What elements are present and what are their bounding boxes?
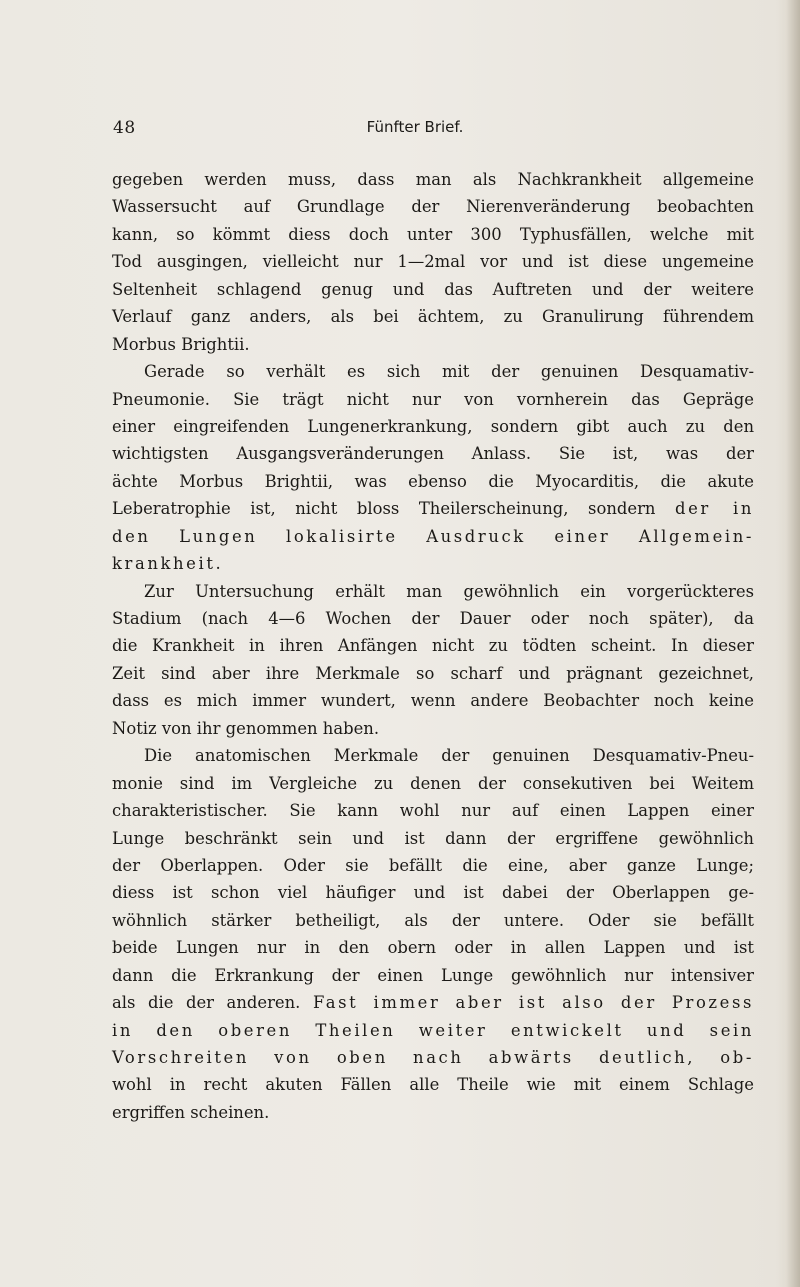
text-line: Gerade so verhält es sich mit der genuinen Desquamativ- [144, 362, 754, 382]
text-line: wöhnlich stärker betheiligt, als der untere. Oder sie befällt [112, 910, 754, 930]
text-line: der Oberlappen. Oder sie befällt die eine, aber ganze Lunge; [112, 855, 754, 875]
text-line: Wassersucht auf Grundlage der Nierenveränderung beobachten [112, 197, 754, 217]
text-line: Die anatomischen Merkmale der genuinen Desquamativ-Pneu- [144, 746, 754, 766]
text-line: Lunge beschränkt sein und ist dann der ergriffene gewöhnlich [112, 828, 754, 848]
spaced-emphasis: Fast immer aber ist also der Prozess [312, 993, 754, 1013]
page-header [0, 118, 800, 144]
text-line: die Krankheit in ihren Anfängen nicht zu tödten scheint. In dieser [112, 636, 754, 656]
spaced-emphasis: der in [675, 499, 754, 519]
page-edge-shadow [786, 0, 800, 1287]
text-line: einer eingreifenden Lungenerkrankung, sondern gibt auch zu den [112, 416, 754, 436]
text-line: Verlauf ganz anders, als bei ächtem, zu Granulirung führendem [112, 307, 754, 327]
text-line: dann die Erkrankung der einen Lunge gewöhnlich nur intensiver [112, 965, 754, 985]
text-line: Seltenheit schlagend genug und das Auftreten und der weitere [112, 279, 754, 299]
text-line: gegeben werden muss, dass man als Nachkrankheit allgemeine [112, 170, 754, 189]
text-line: Pneumonie. Sie trägt nicht nur von vornherein das Gepräge [112, 389, 754, 409]
spaced-emphasis-line: den Lungen lokalisirte Ausdruck einer Allgemein- [112, 526, 754, 546]
spaced-emphasis: Vorschreiten von oben nach abwärts deutlich, ob- [112, 1048, 754, 1067]
text-segment: als die der anderen. [112, 993, 301, 1013]
text-segment: Leberatrophie ist, nicht bloss Theilerscheinung, sondern [112, 499, 656, 519]
text-line: beide Lungen nur in den obern oder in allen Lappen und ist [112, 938, 754, 958]
text-line: wichtigsten Ausgangsveränderungen Anlass. Sie ist, was der [112, 444, 754, 464]
page-number: 48 [113, 118, 136, 138]
spaced-emphasis-line: krankheit. [112, 554, 224, 574]
text-line: charakteristischer. Sie kann wohl nur auf einen Lappen einer [112, 801, 754, 821]
body-text [112, 166, 754, 1126]
running-head: Fünfter Brief. [366, 118, 464, 136]
text-line [112, 989, 754, 1016]
text-line: Zeit sind aber ihre Merkmale so scharf und prägnant gezeichnet, [112, 663, 754, 683]
text-line: ächte Morbus Brightii, was ebenso die Myocarditis, die akute [112, 471, 754, 491]
text-line: kann, so kömmt diess doch unter 300 Typhusfällen, welche mit [112, 224, 754, 244]
text-line: Tod ausgingen, vielleicht nur 1—2mal vor und ist diese ungemeine [112, 252, 754, 272]
text-line: ergriffen scheinen. [112, 1102, 270, 1122]
text-line [112, 495, 754, 522]
spaced-emphasis-line: in den oberen Theilen weiter entwickelt und sein [112, 1020, 754, 1040]
text-line: Stadium (nach 4—6 Wochen der Dauer oder noch später), da [112, 609, 754, 628]
text-line: Zur Untersuchung erhält man gewöhnlich ein vorgerückteres [144, 581, 754, 601]
text-line: wohl in recht akuten Fällen alle Theile wie mit einem Schlage [112, 1075, 754, 1095]
text-line: diess ist schon viel häufiger und ist dabei der Oberlappen ge- [112, 883, 754, 903]
text-line [112, 1044, 754, 1071]
text-line: monie sind im Vergleiche zu denen der consekutiven bei Weitem [112, 773, 754, 793]
text-line: Morbus Brightii. [112, 334, 250, 354]
text-line: Notiz von ihr genommen haben. [112, 718, 380, 738]
text-line: dass es mich immer wundert, wenn andere Beobachter noch keine [112, 691, 754, 711]
